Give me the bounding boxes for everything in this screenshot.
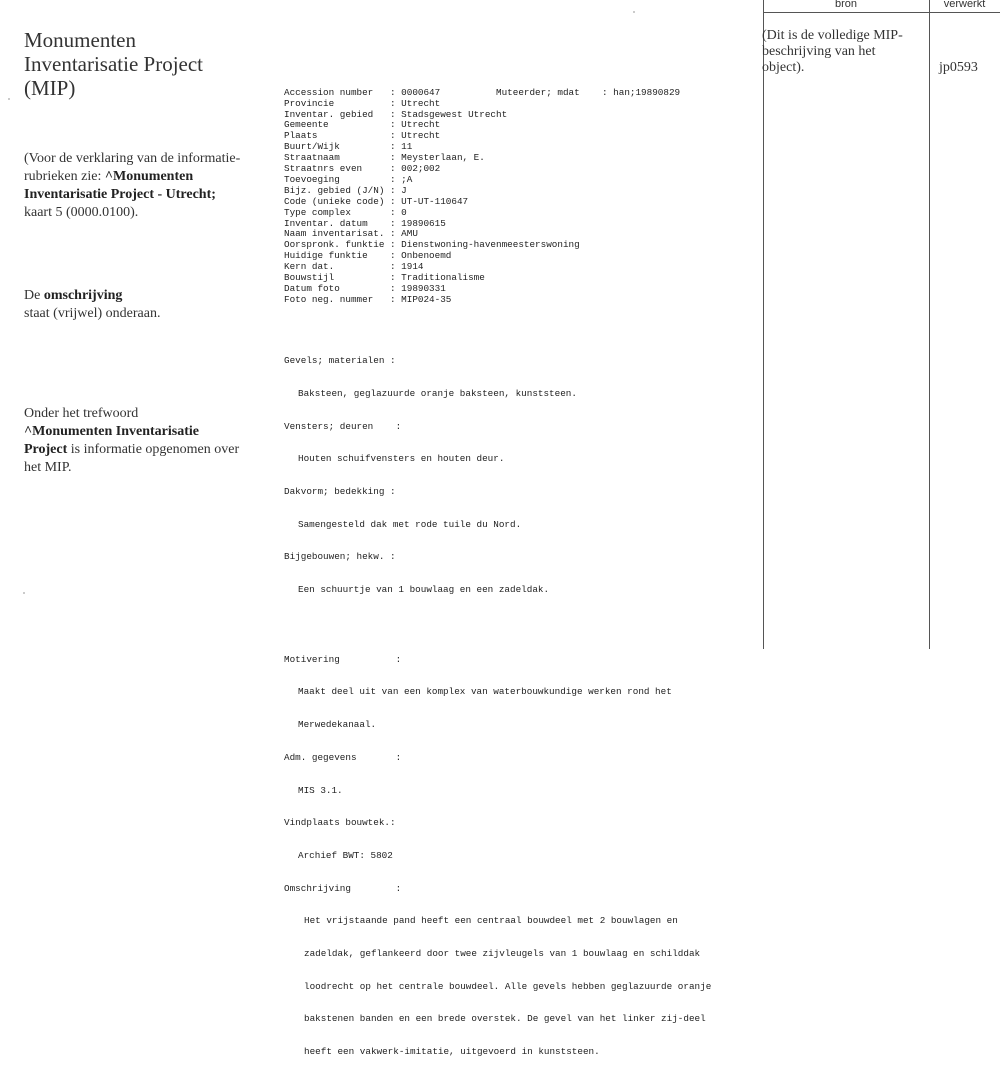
record-field-line: Toevoeging : ;A [284,173,413,185]
legend-note [24,150,244,222]
record-field-line: Huidige funktie : Onbenoemd [284,250,452,262]
table-divider [929,0,930,649]
record-field-line: Buurt/Wijk : 11 [284,141,413,153]
record-field-line: Kern dat. : 1914 [284,261,424,273]
keyword-note-post: is informatie opgenomen over het MIP. [24,442,240,475]
source-table [763,0,1000,649]
adm-label: Adm. gegevens : [284,751,402,763]
table-header-rule [763,12,1000,13]
record-field-line: Gemeente : Utrecht [284,119,441,131]
adm-value: MIS 3.1. [298,784,343,796]
description-note-pre: De [24,288,41,303]
vensters-value: Houten schuifvensters en houten deur. [298,453,505,465]
omschrijving-line: loodrecht op het centrale bouwdeel. Alle gevels hebben geglazuurde oranje [304,980,712,992]
column-header-verwerkt: verwerkt [943,0,986,10]
gevels-label: Gevels; materialen : [284,355,396,367]
omschrijving-label: Omschrijving : [284,882,402,894]
dakvorm-value: Samengesteld dak met rode tuile du Nord. [298,518,522,530]
motivering-line: Maakt deel uit van een komplex van waterbouwkundige werken rond het [298,686,672,698]
record-field-line: Inventar. gebied : Stadsgewest Utrecht [284,108,508,120]
omschrijving-line: heeft een vakwerk-imitatie, uitgevoerd in kunststeen. [304,1046,600,1058]
record-field-line: Code (unieke code) : UT-UT-110647 [284,195,469,207]
record-field-line: Straatnaam : Meysterlaan, E. [284,152,485,164]
bron-cell: (Dit is de volledige MIP-beschrijving van het object). [762,28,903,75]
record-field-line: Foto neg. nummer : MIP024-35 [284,293,452,305]
omschrijving-line: Het vrijstaande pand heeft een centraal bouwdeel met 2 bouwlagen en [304,915,678,927]
column-header-bron: bron [834,0,858,10]
page-title: Monumenten Inventarisatie Project (MIP) [24,28,204,100]
record-field-line: Accession number : 0000647 Muteerder; mdat : han;19890829 [284,86,681,98]
bijgebouwen-label: Bijgebouwen; hekw. : [284,551,396,563]
record-field-line: Datum foto : 19890331 [284,282,446,294]
scan-speck [633,11,635,13]
mip-record [284,66,754,1069]
motivering-line: Merwedekanaal. [298,719,377,731]
verwerkt-cell: jp0593 [939,60,978,75]
gevels-value: Baksteen, geglazuurde oranje baksteen, kunststeen. [298,387,577,399]
record-field-line: Straatnrs even : 002;002 [284,163,441,175]
legend-note-text: (Voor de verklaring van de informatie-rubrieken zie: [24,151,241,184]
legend-note-reference: ^Monumenten Inventarisatie Project - Utrecht; [24,169,216,202]
record-field-line: Plaats : Utrecht [284,130,441,142]
vensters-label: Vensters; deuren : [284,420,402,432]
record-field-line: Inventar. datum : 19890615 [284,217,446,229]
keyword-note-term: ^Monumenten Inventarisatie Project [24,424,199,457]
description-note [24,287,244,323]
record-field-line: Provincie : Utrecht [284,97,441,109]
omschrijving-line: zadeldak, geflankeerd door twee zijvleugels van 1 bouwlaag en schilddak [304,948,701,960]
record-field-line: Naam inventarisat. : AMU [284,228,418,240]
keyword-note [24,405,244,477]
record-field-line: Type complex : 0 [284,206,407,218]
motivering-label: Motivering : [284,653,402,665]
record-field-line: Bouwstijl : Traditionalisme [284,271,485,283]
record-header-fields [284,88,754,306]
description-note-post: staat (vrijwel) onderaan. [24,306,161,321]
vindplaats-label: Vindplaats bouwtek.: [284,817,396,829]
bijgebouwen-value: Een schuurtje van 1 bouwlaag en een zadeldak. [298,584,550,596]
omschrijving-line: bakstenen banden en een brede overstek. De gevel van het linker zij-deel [304,1013,706,1025]
scan-speck [8,98,10,100]
vindplaats-value: Archief BWT: 5802 [298,849,393,861]
record-field-line: Bijz. gebied (J/N) : J [284,184,407,196]
scan-speck [23,592,25,594]
dakvorm-label: Dakvorm; bedekking : [284,486,396,498]
record-field-line: Oorspronk. funktie : Dienstwoning-havenmeesterswoning [284,239,580,251]
table-divider [763,0,764,649]
keyword-note-pre: Onder het trefwoord [24,406,139,421]
description-note-keyword: omschrijving [43,288,123,303]
legend-note-card: kaart 5 (0000.0100). [24,205,139,220]
